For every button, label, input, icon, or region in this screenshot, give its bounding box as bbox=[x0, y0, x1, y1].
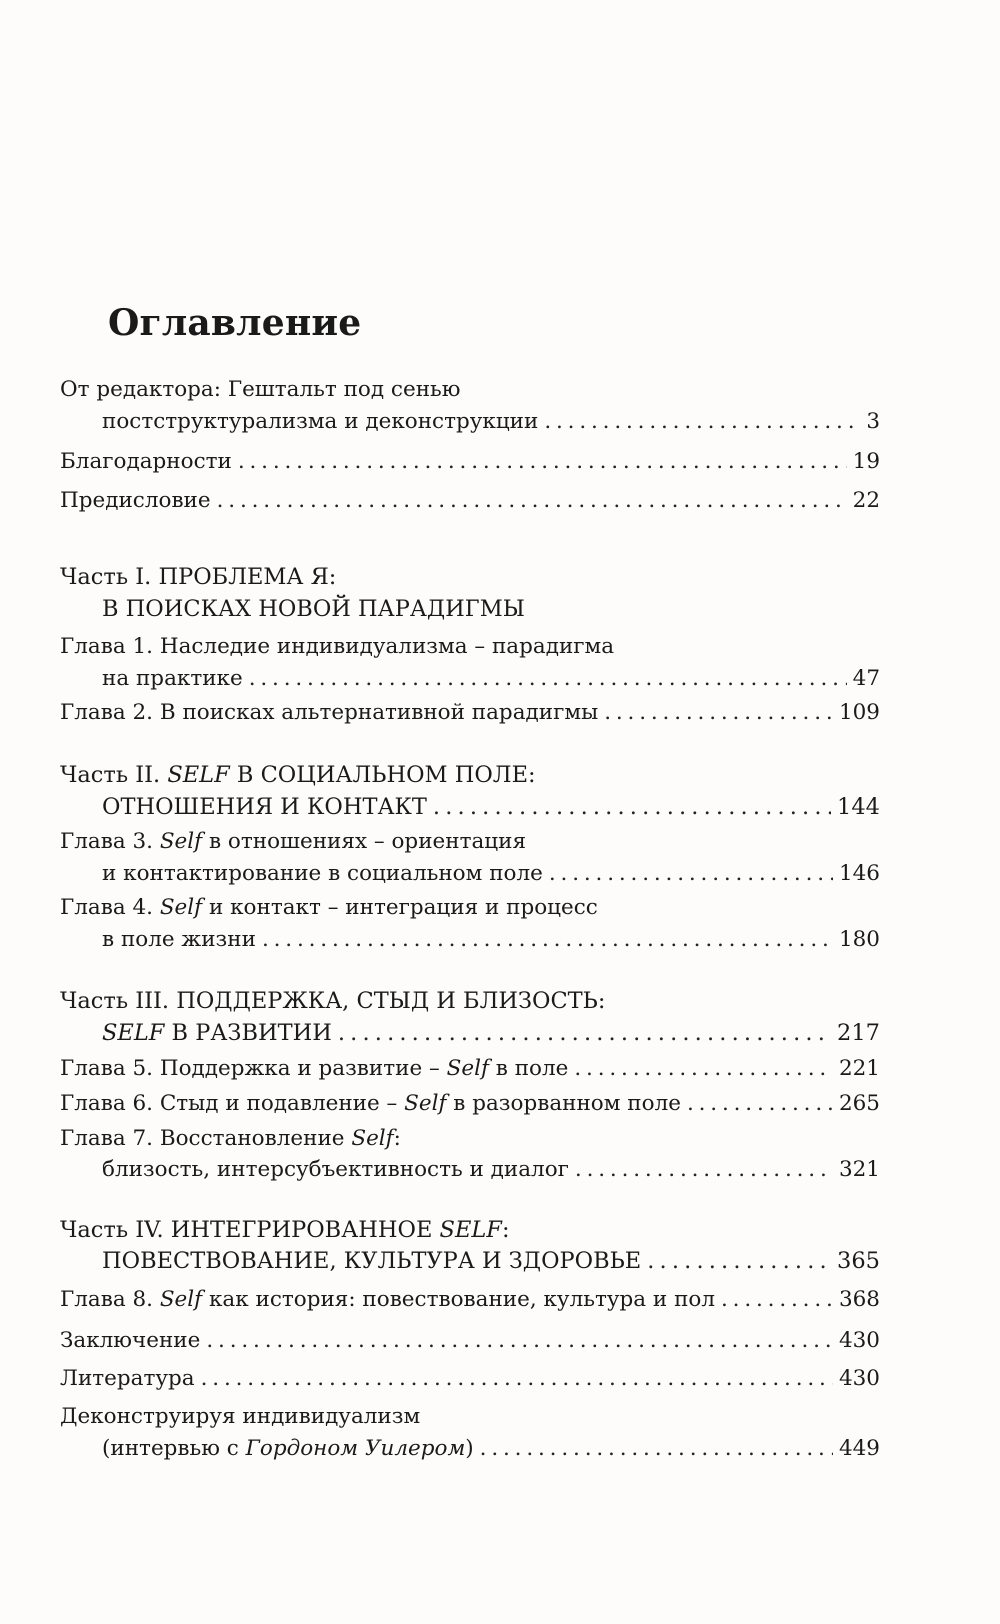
part-heading: Часть II. SELF В СОЦИАЛЬНОМ ПОЛЕ: bbox=[60, 762, 536, 788]
toc-chapter-4-cont bbox=[102, 923, 880, 957]
page-number: 321 bbox=[838, 1157, 880, 1182]
page-number: 22 bbox=[852, 488, 880, 513]
part-heading: Часть III. ПОДДЕРЖКА, СТЫД И БЛИЗОСТЬ: bbox=[60, 988, 606, 1014]
toc-chapter-8 bbox=[60, 1283, 880, 1317]
toc-chapter-6 bbox=[60, 1087, 880, 1121]
entry-text: Глава 2. В поисках альтернативной парадигмы bbox=[60, 700, 599, 725]
toc-entry-editor bbox=[60, 373, 880, 407]
toc-part-4-cont bbox=[102, 1244, 880, 1278]
entry-text: постструктурализма и деконструкции bbox=[102, 409, 539, 434]
leader-dots bbox=[687, 1087, 833, 1121]
toc-entry-interview-cont bbox=[102, 1432, 880, 1466]
entry-text: на практике bbox=[102, 666, 243, 691]
part-heading: Часть IV. ИНТЕГРИРОВАННОЕ SELF: bbox=[60, 1217, 510, 1243]
page-number: 265 bbox=[838, 1091, 880, 1116]
page-number: 144 bbox=[837, 794, 880, 820]
toc-entry-thanks bbox=[60, 445, 880, 479]
leader-dots bbox=[338, 1016, 831, 1050]
toc-part-4 bbox=[60, 1213, 880, 1247]
page-number: 368 bbox=[838, 1287, 880, 1312]
entry-text: Глава 4. Self и контакт – интеграция и процесс bbox=[60, 895, 598, 920]
page-number: 3 bbox=[866, 409, 880, 434]
entry-text: (интервью с Гордоном Уилером) bbox=[102, 1436, 474, 1461]
toc-part-2-cont bbox=[102, 790, 880, 824]
leader-dots bbox=[201, 1362, 833, 1396]
page-number: 217 bbox=[837, 1020, 880, 1046]
leader-dots bbox=[249, 662, 847, 696]
leader-dots bbox=[480, 1432, 833, 1466]
page-number: 146 bbox=[838, 861, 880, 886]
entry-text: От редактора: Гештальт под сенью bbox=[60, 377, 461, 402]
toc-entry-interview bbox=[60, 1400, 880, 1434]
toc-chapter-1 bbox=[60, 630, 880, 664]
leader-dots bbox=[604, 696, 833, 730]
entry-text: Заключение bbox=[60, 1328, 201, 1353]
toc-chapter-1-cont bbox=[102, 662, 880, 696]
entry-text: Деконструируя индивидуализм bbox=[60, 1404, 421, 1429]
page-number: 430 bbox=[838, 1366, 880, 1391]
entry-text: Глава 1. Наследие индивидуализма – парадигма bbox=[60, 634, 615, 659]
entry-text: Глава 6. Стыд и подавление – Self в разорванном поле bbox=[60, 1091, 681, 1116]
leader-dots bbox=[206, 1324, 833, 1358]
entry-text: в поле жизни bbox=[102, 927, 256, 952]
leader-dots bbox=[217, 484, 847, 518]
toc-chapter-5 bbox=[60, 1052, 880, 1086]
part-heading: ПОВЕСТВОВАНИЕ, КУЛЬТУРА И ЗДОРОВЬЕ bbox=[102, 1248, 642, 1274]
toc-part-1-cont bbox=[102, 592, 880, 626]
toc-part-3 bbox=[60, 984, 880, 1018]
entry-text: и контактирование в социальном поле bbox=[102, 861, 543, 886]
entry-text: Глава 7. Восстановление Self: bbox=[60, 1126, 401, 1151]
entry-text: Благодарности bbox=[60, 449, 232, 474]
page-number: 221 bbox=[838, 1056, 880, 1081]
entry-text: Литература bbox=[60, 1366, 195, 1391]
page-number: 109 bbox=[838, 700, 880, 725]
toc-chapter-4 bbox=[60, 891, 880, 925]
toc-chapter-2 bbox=[60, 696, 880, 730]
page-title: Оглавление bbox=[108, 302, 362, 344]
toc-part-3-cont bbox=[102, 1016, 880, 1050]
leader-dots bbox=[238, 445, 847, 479]
toc-entry-preface bbox=[60, 484, 880, 518]
page-number: 180 bbox=[838, 927, 880, 952]
leader-dots bbox=[549, 857, 833, 891]
toc-part-2 bbox=[60, 758, 880, 792]
part-heading: SELF В РАЗВИТИИ bbox=[102, 1020, 332, 1046]
entry-text: близость, интерсубъективность и диалог bbox=[102, 1157, 569, 1182]
part-heading: В ПОИСКАХ НОВОЙ ПАРАДИГМЫ bbox=[102, 596, 525, 622]
entry-text: Глава 3. Self в отношениях – ориентация bbox=[60, 829, 527, 854]
page-number: 449 bbox=[838, 1436, 880, 1461]
leader-dots bbox=[262, 923, 833, 957]
toc-entry-literature bbox=[60, 1362, 880, 1396]
toc-entry-conclusion bbox=[60, 1324, 880, 1358]
page-number: 19 bbox=[852, 449, 880, 474]
toc-chapter-7 bbox=[60, 1122, 880, 1156]
toc-chapter-7-cont bbox=[102, 1153, 880, 1187]
leader-dots bbox=[647, 1244, 831, 1278]
leader-dots bbox=[544, 405, 860, 439]
page-number: 365 bbox=[837, 1248, 880, 1274]
part-heading: ОТНОШЕНИЯ И КОНТАКТ bbox=[102, 794, 427, 820]
leader-dots bbox=[574, 1052, 833, 1086]
toc-chapter-3-cont bbox=[102, 857, 880, 891]
entry-text: Глава 8. Self как история: повествование, культура и пол bbox=[60, 1287, 715, 1312]
entry-text: Предисловие bbox=[60, 488, 211, 513]
page-number: 47 bbox=[852, 666, 880, 691]
toc-chapter-3 bbox=[60, 825, 880, 859]
part-heading: Часть I. ПРОБЛЕМА Я: bbox=[60, 564, 337, 590]
entry-text: Глава 5. Поддержка и развитие – Self в поле bbox=[60, 1056, 569, 1081]
leader-dots bbox=[575, 1153, 833, 1187]
page-number: 430 bbox=[838, 1328, 880, 1353]
leader-dots bbox=[721, 1283, 833, 1317]
toc-entry-editor-cont bbox=[102, 405, 880, 439]
toc-part-1 bbox=[60, 560, 880, 594]
leader-dots bbox=[433, 790, 831, 824]
